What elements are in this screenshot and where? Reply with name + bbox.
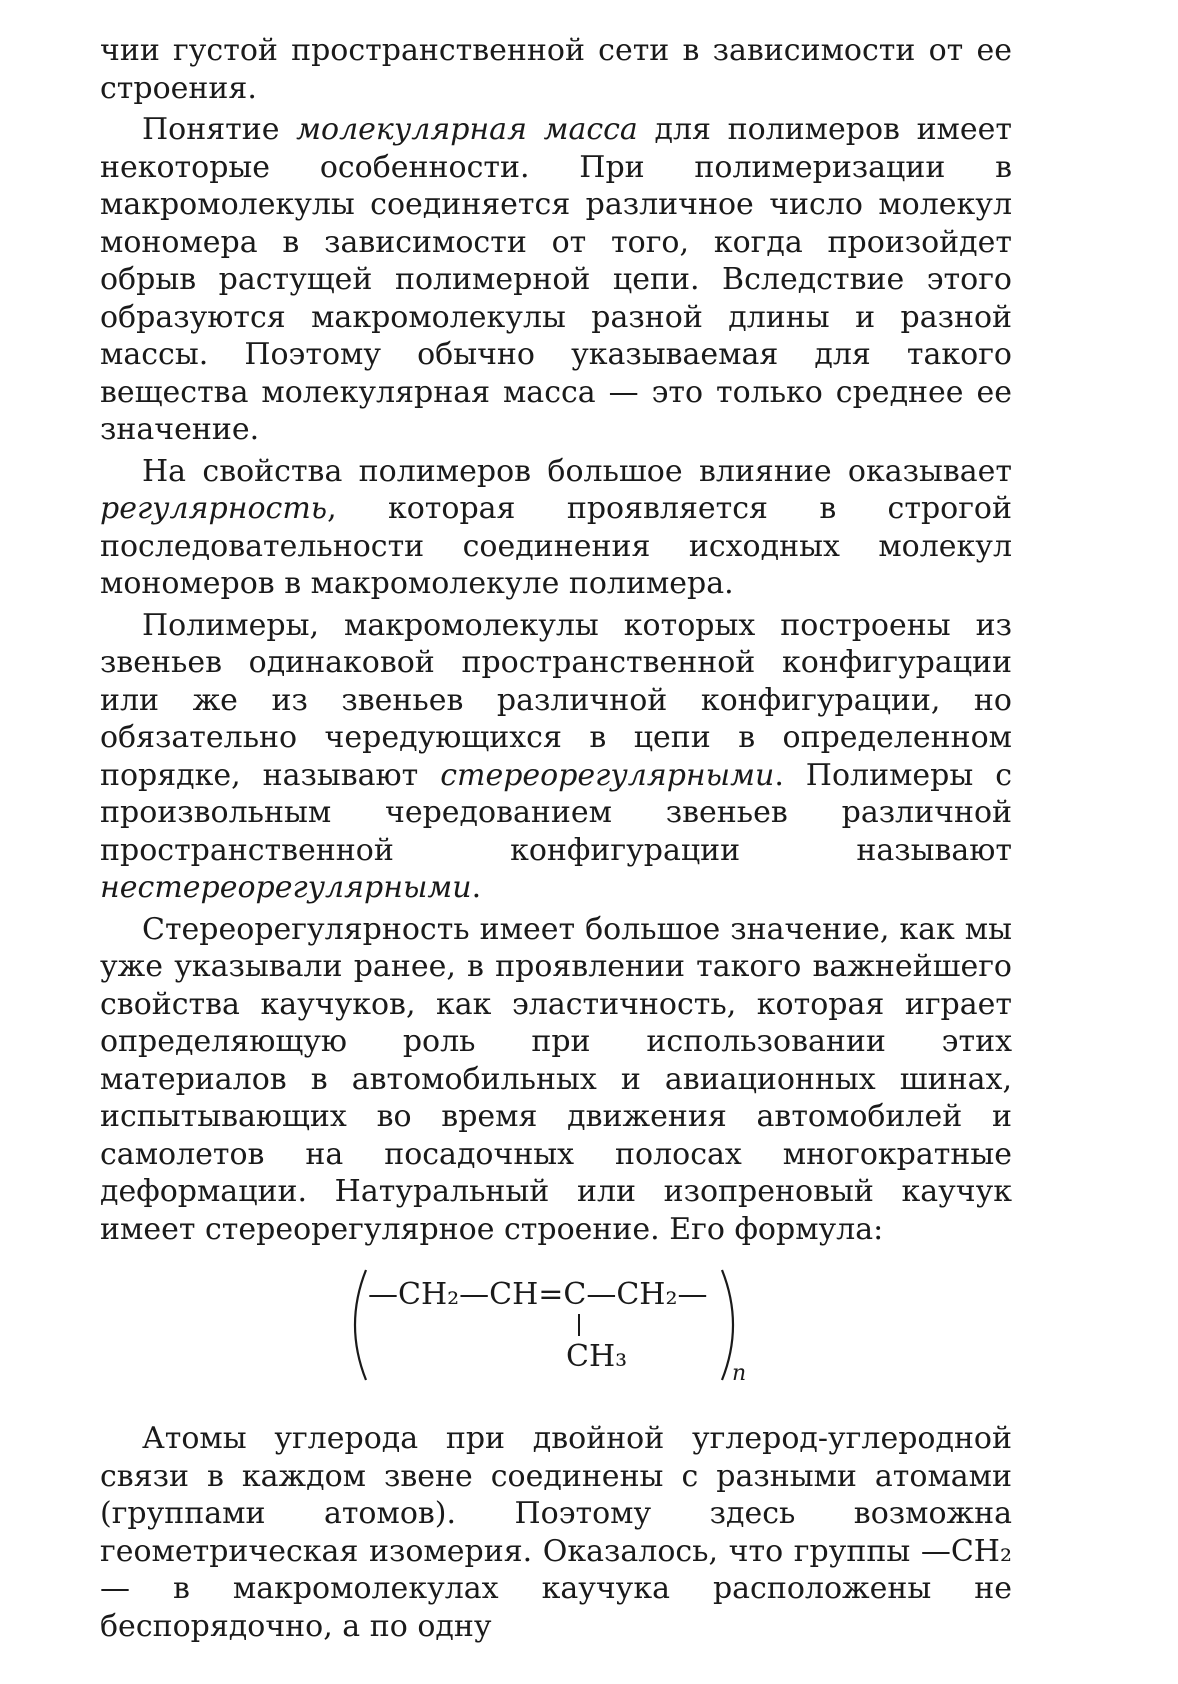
paragraph-p1 <box>100 32 1012 107</box>
text-run: , которая проявляется в строгой последовательности соединения исходных молекул мономеров в макромолекуле полимера. <box>100 491 1012 601</box>
text-run: На свойства полимеров большое влияние оказывает <box>142 453 1012 489</box>
italic-term: регулярность <box>100 491 328 526</box>
text-body <box>100 32 1012 1248</box>
text-run: Полимеры, макромолекулы которых построены из звеньев одинаковой пространственной конфигурации или же из звеньев различной конфигурации, но обязательно чередующихся в цепи в определенном порядке, называют <box>100 607 1012 793</box>
formula-graphic <box>100 1266 1012 1384</box>
text-run: чии густой пространственной сети в зависимости от ее строения. <box>100 33 1012 106</box>
paragraph-after-formula: Атомы углерода при двойной углерод-углеродной связи в каждом звене соединены с разными атомами (группами атомов). Поэтому здесь возможна геометрическая изомерия. Оказалось, что группы —CH₂— в макромолекулах каучука расположены не беспорядочно, а по одну <box>100 1421 1012 1644</box>
text-run: Стереорегулярность имеет большое значение, как мы уже указывали ранее, в проявлении такого важнейшего свойства каучуков, как эластичность, которая играет определяющую роль при использовании этих материалов в автомобильных и авиационных шинах, испытывающих во время движения автомобилей и самолетов на посадочных полосах многократные деформации. Натуральный или изопреновый каучук имеет стереорегулярное строение. Его формула: <box>100 911 1012 1247</box>
text-run: Понятие <box>142 112 297 147</box>
italic-term: молекулярная масса <box>296 112 638 147</box>
paragraph-p5 <box>100 911 1012 1249</box>
paragraph-p2 <box>100 111 1012 449</box>
italic-term: стереорегулярными <box>440 757 775 793</box>
italic-term: нестереорегулярными <box>100 870 472 905</box>
formula-chain: —CH₂—CH=C—CH₂— <box>368 1277 708 1312</box>
formula-branch: CH₃ <box>566 1339 628 1374</box>
formula-subscript-n: n <box>732 1361 747 1386</box>
formula-left-paren <box>355 1270 366 1380</box>
isoprene-formula <box>100 1266 1012 1384</box>
document-page <box>100 32 1012 1649</box>
paragraph-p4 <box>100 607 1012 907</box>
paragraph-p3 <box>100 453 1012 603</box>
text-run: для полимеров имеет некоторые особенности. При полимеризации в макромолекулы соединяется различное число молекул мономера в зависимости от того, когда произойдет обрыв растущей полимерной цепи. Вследствие этого образуются макромолекулы разной длины и разной массы. Поэтому обычно указываемая для такого вещества молекулярная масса — это только среднее ее значение. <box>100 112 1012 447</box>
text-run: . <box>471 870 482 905</box>
text-run: . Полимеры с произвольным чередованием звеньев различной пространственной конфигурации называют <box>100 757 1012 868</box>
